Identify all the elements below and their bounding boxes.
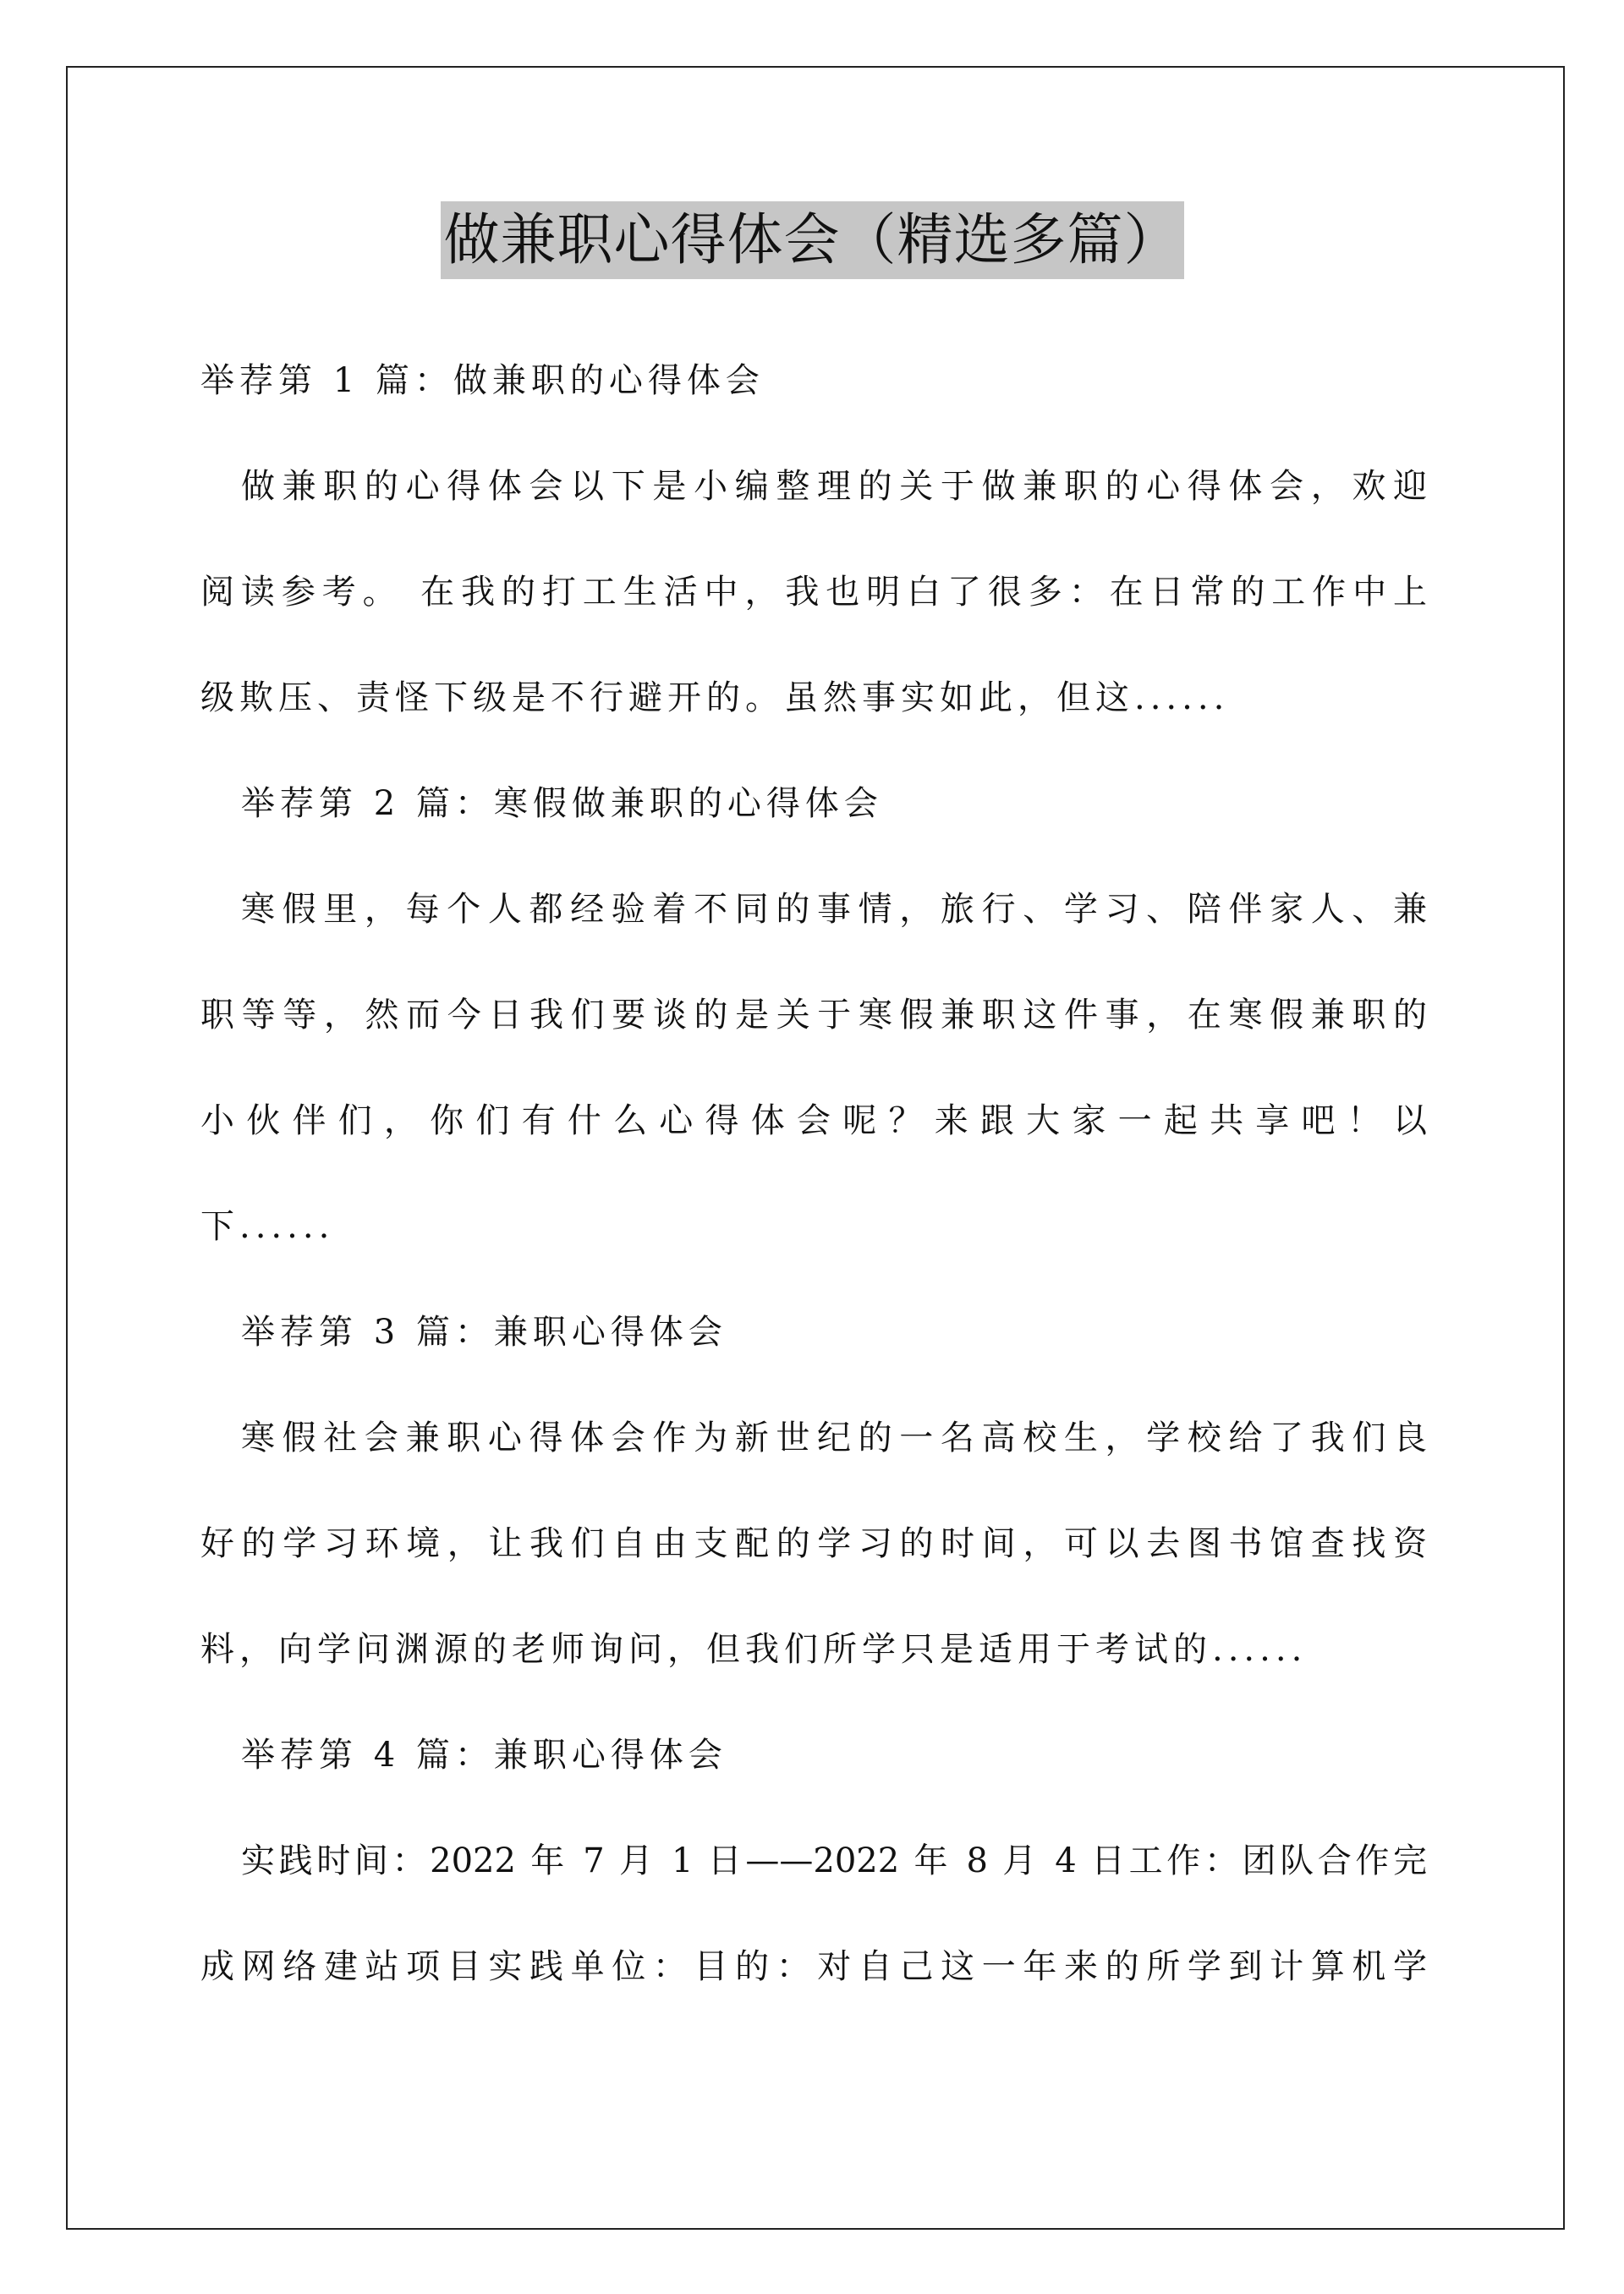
recommendation-heading-1: 举荐第 1 篇：做兼职的心得体会 [200, 361, 765, 400]
paragraph-4-line-2: 成网络建站项目实践单位：目的：对自己这一年来的所学到计算机学 [200, 1947, 1427, 1986]
recommendation-heading-2: 举荐第 2 篇：寒假做兼职的心得体会 [241, 784, 883, 823]
document-body [200, 338, 1427, 2030]
paragraph-1-line-3: 级欺压、责怪下级是不行避开的。虽然事实如此，但这...... [200, 678, 1230, 717]
document-title[interactable]: 做兼职心得体会（精选多篇） [441, 201, 1184, 279]
paragraph-4-line-1: 实践时间：2022 年 7 月 1 日——2022 年 8 月 4 日工作：团队合作完 [241, 1841, 1427, 1880]
paragraph-3-line-2: 好的学习环境，让我们自由支配的学习的时间，可以去图书馆查找资 [200, 1524, 1427, 1563]
paragraph-3-line-3: 料，向学问渊源的老师询问，但我们所学只是适用于考试的...... [200, 1630, 1308, 1669]
paragraph-1-line-1: 做兼职的心得体会以下是小编整理的关于做兼职的心得体会，欢迎 [241, 467, 1427, 506]
paragraph-1-line-2: 阅读参考。 在我的打工生活中，我也明白了很多：在日常的工作中上 [200, 573, 1427, 612]
title-container [0, 201, 1624, 279]
paragraph-3-line-1: 寒假社会兼职心得体会作为新世纪的一名高校生，学校给了我们良 [241, 1419, 1427, 1457]
paragraph-2-line-3: 小伙伴们，你们有什么心得体会呢？来跟大家一起共享吧！以 [200, 1101, 1427, 1140]
recommendation-heading-4: 举荐第 4 篇：兼职心得体会 [241, 1736, 727, 1775]
paragraph-2-line-4: 下...... [200, 1207, 335, 1246]
recommendation-heading-3: 举荐第 3 篇：兼职心得体会 [241, 1313, 727, 1352]
paragraph-2-line-1: 寒假里，每个人都经验着不同的事情，旅行、学习、陪伴家人、兼 [241, 890, 1427, 929]
paragraph-2-line-2: 职等等，然而今日我们要谈的是关于寒假兼职这件事，在寒假兼职的 [200, 996, 1427, 1034]
